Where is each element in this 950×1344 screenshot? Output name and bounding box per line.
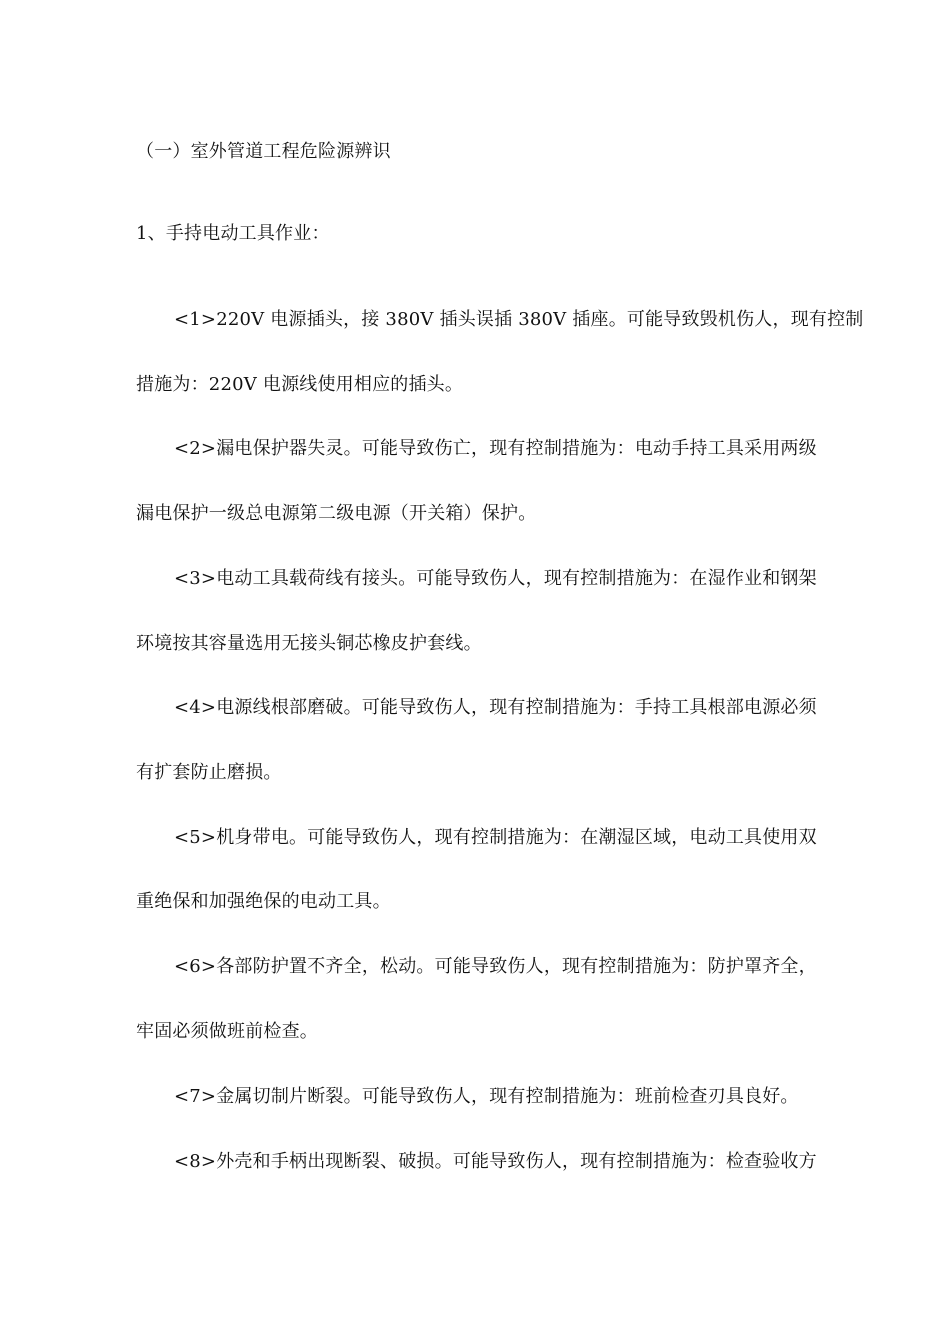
item-1-line-2: 措施为：220V 电源线使用相应的插头。 (136, 374, 464, 395)
item-2-line-1: <2>漏电保护器失灵。可能导致伤亡，现有控制措施为：电动手持工具采用两级 (174, 438, 817, 459)
item-6-line-2: 牢固必须做班前检查。 (136, 1021, 318, 1042)
item-2-line-2: 漏电保护一级总电源第二级电源（开关箱）保护。 (136, 503, 537, 524)
item-8-line-1: <8>外壳和手柄出现断裂、破损。可能导致伤人，现有控制措施为：检查验收方 (174, 1151, 817, 1172)
item-3-line-2: 环境按其容量选用无接头铜芯橡皮护套线。 (136, 633, 482, 654)
subsection-title: 1、手持电动工具作业： (136, 223, 330, 244)
item-5-line-1: <5>机身带电。可能导致伤人，现有控制措施为：在潮湿区域，电动工具使用双 (174, 827, 817, 848)
item-4-line-2: 有扩套防止磨损。 (136, 762, 282, 783)
item-6-line-1: <6>各部防护置不齐全，松动。可能导致伤人，现有控制措施为：防护罩齐全， (174, 956, 817, 977)
item-5-line-2: 重绝保和加强绝保的电动工具。 (136, 891, 391, 912)
item-3-line-1: <3>电动工具载荷线有接头。可能导致伤人，现有控制措施为：在湿作业和钢架 (174, 568, 817, 589)
item-7-line-1: <7>金属切制片断裂。可能导致伤人，现有控制措施为：班前检查刃具良好。 (174, 1086, 799, 1107)
section-title: （一）室外管道工程危险源辨识 (136, 141, 391, 162)
item-4-line-1: <4>电源线根部磨破。可能导致伤人，现有控制措施为：手持工具根部电源必须 (174, 697, 817, 718)
item-1-line-1: <1>220V 电源插头，接 380V 插头误插 380V 插座。可能导致毁机伤人，现有控制 (174, 309, 864, 330)
